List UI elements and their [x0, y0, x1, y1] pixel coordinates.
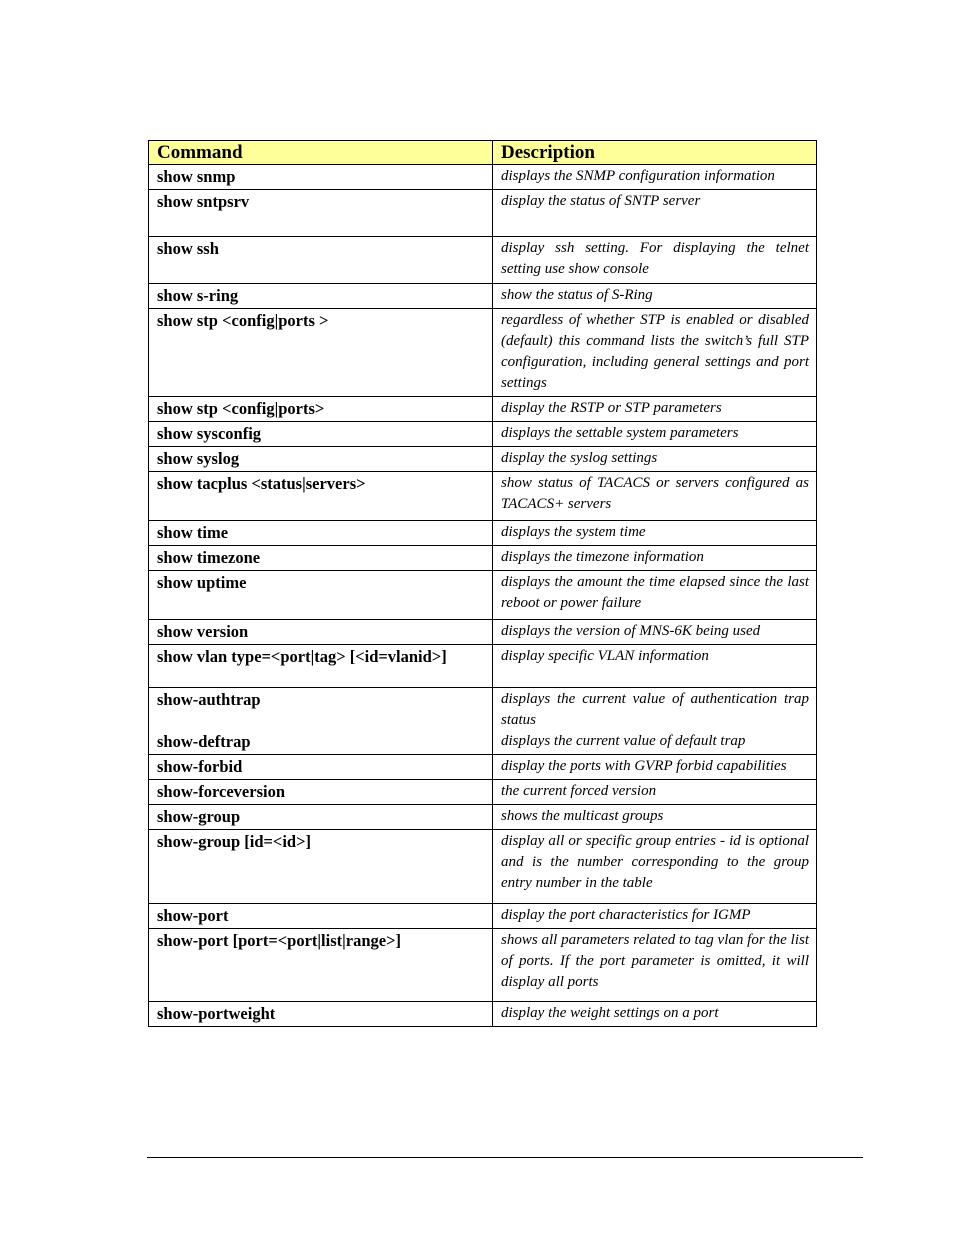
command-cell: show-port [port=<port|list|range>] [149, 929, 493, 1002]
command-cell: show time [149, 521, 493, 546]
table-row [149, 237, 817, 284]
description-cell: show the status of S-Ring [493, 284, 817, 309]
command-cell: show snmp [149, 165, 493, 190]
table-row [149, 780, 817, 805]
description-cell: display ssh setting. For displaying the telnet setting use show console [493, 237, 817, 284]
description-text: displays the current value of authentication trap status [501, 691, 809, 728]
description-text: displays the current value of default trap [501, 733, 746, 749]
table-row [149, 929, 817, 1002]
description-cell: displays the amount the time elapsed since the last reboot or power failure [493, 571, 817, 620]
description-cell: display the ports with GVRP forbid capabilities [493, 755, 817, 780]
table-row [149, 472, 817, 521]
description-cell: display the weight settings on a port [493, 1002, 817, 1027]
line-gap [157, 710, 484, 731]
description-column-header: Description [493, 141, 817, 165]
description-cell: display the RSTP or STP parameters [493, 397, 817, 422]
command-table [148, 140, 817, 1027]
description-cell: show status of TACACS or servers configured as TACACS+ servers [493, 472, 817, 521]
description-cell: shows the multicast groups [493, 805, 817, 830]
command-cell: show s-ring [149, 284, 493, 309]
table-row [149, 571, 817, 620]
description-cell: displays the settable system parameters [493, 422, 817, 447]
command-cell: show-forbid [149, 755, 493, 780]
command-text: show-authtrap [157, 690, 261, 709]
command-cell: show timezone [149, 546, 493, 571]
table-row [149, 447, 817, 472]
description-cell [493, 688, 817, 755]
command-cell: show-portweight [149, 1002, 493, 1027]
command-cell: show-group [id=<id>] [149, 830, 493, 904]
description-cell: displays the timezone information [493, 546, 817, 571]
description-cell: display the status of SNTP server [493, 190, 817, 237]
description-cell: shows all parameters related to tag vlan for the list of ports. If the port parameter is omitted, it will display all ports [493, 929, 817, 1002]
table-row [149, 546, 817, 571]
command-text: show-deftrap [157, 732, 251, 751]
description-cell: display the port characteristics for IGMP [493, 904, 817, 929]
table-row [149, 422, 817, 447]
table-row [149, 805, 817, 830]
command-cell: show vlan type=<port|tag> [<id=vlanid>] [149, 645, 493, 688]
table-row [149, 645, 817, 688]
command-cell: show version [149, 620, 493, 645]
command-cell: show-forceversion [149, 780, 493, 805]
command-column-header: Command [149, 141, 493, 165]
table-row [149, 755, 817, 780]
command-cell: show tacplus <status|servers> [149, 472, 493, 521]
description-cell: displays the system time [493, 521, 817, 546]
table-header-row [149, 141, 817, 165]
description-cell: regardless of whether STP is enabled or disabled (default) this command lists the switch’s full STP configuration, including general settings and port settings [493, 309, 817, 397]
table-row [149, 309, 817, 397]
description-cell: display the syslog settings [493, 447, 817, 472]
table-row [149, 190, 817, 237]
table-row [149, 1002, 817, 1027]
description-cell: displays the version of MNS-6K being used [493, 620, 817, 645]
command-cell: show stp <config|ports > [149, 309, 493, 397]
table-row [149, 904, 817, 929]
table-row [149, 830, 817, 904]
command-cell: show ssh [149, 237, 493, 284]
table-row [149, 688, 817, 755]
description-cell: display specific VLAN information [493, 645, 817, 688]
table-row [149, 284, 817, 309]
description-cell: display all or specific group entries - id is optional and is the number corresponding to the group entry number in the table [493, 830, 817, 904]
table-row [149, 620, 817, 645]
command-cell: show sysconfig [149, 422, 493, 447]
footer-rule [147, 1157, 863, 1158]
command-cell: show stp <config|ports> [149, 397, 493, 422]
table-row [149, 397, 817, 422]
command-cell: show syslog [149, 447, 493, 472]
description-cell: the current forced version [493, 780, 817, 805]
command-cell [149, 688, 493, 755]
command-cell: show uptime [149, 571, 493, 620]
command-cell: show-port [149, 904, 493, 929]
description-cell: displays the SNMP configuration information [493, 165, 817, 190]
table-row [149, 165, 817, 190]
command-cell: show sntpsrv [149, 190, 493, 237]
table-row [149, 521, 817, 546]
command-cell: show-group [149, 805, 493, 830]
